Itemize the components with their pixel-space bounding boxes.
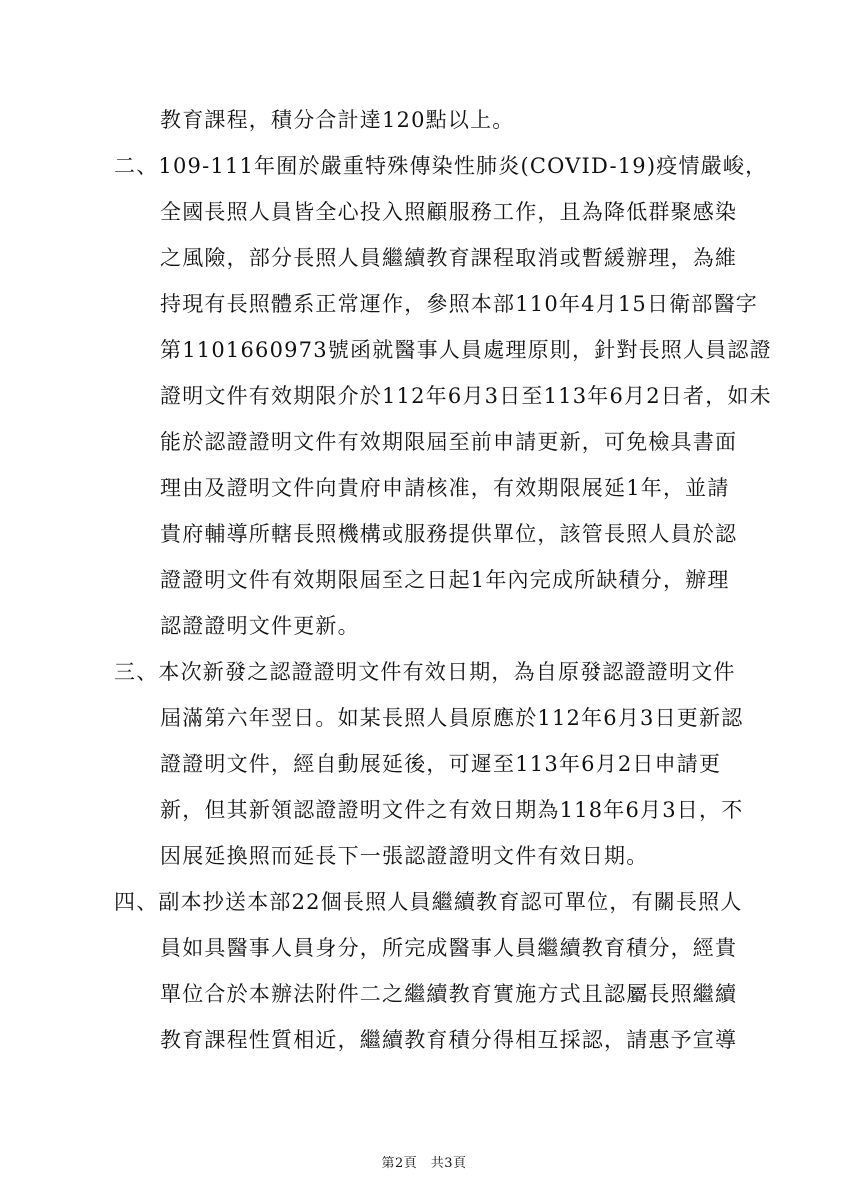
body-line-18: 四、副本抄送本部22個長照人員繼續教育認可單位，有關長照人: [114, 890, 743, 914]
page-number-footer: 第2頁 共3頁: [381, 1156, 467, 1171]
body-line-16: 新，但其新領認證證明文件之有效日期為118年6月3日，不: [160, 798, 744, 822]
body-line-17: 因展延換照而延長下一張認證證明文件有效日期。: [160, 844, 649, 868]
body-line-7: 證明文件有效期限介於112年6月3日至113年6月2日者，如未: [160, 384, 772, 408]
body-line-9: 理由及證明文件向貴府申請核准，有效期限展延1年，並請: [160, 476, 730, 500]
body-line-6: 第1101660973號函就醫事人員處理原則，針對長照人員認證: [160, 338, 772, 362]
body-line-3: 全國長照人員皆全心投入照顧服務工作，且為降低群聚感染: [160, 200, 738, 224]
body-line-10: 貴府輔導所轄長照機構或服務提供單位，該管長照人員於認: [160, 522, 738, 546]
body-line-4: 之風險，部分長照人員繼續教育課程取消或暫緩辦理，為維: [160, 246, 738, 270]
body-line-12: 認證證明文件更新。: [160, 614, 360, 638]
body-line-21: 教育課程性質相近，繼續教育積分得相互採認，請惠予宣導: [160, 1028, 738, 1052]
body-line-20: 單位合於本辦法附件二之繼續教育實施方式且認屬長照繼續: [160, 982, 738, 1006]
body-line-5: 持現有長照體系正常運作，參照本部110年4月15日衛部醫字: [160, 292, 758, 316]
body-line-19: 員如具醫事人員身分，所完成醫事人員繼續教育積分，經貴: [160, 936, 738, 960]
body-line-2: 二、109-111年囿於嚴重特殊傳染性肺炎(COVID-19)疫情嚴峻，: [114, 154, 768, 178]
body-line-1: 教育課程，積分合計達120點以上。: [160, 108, 515, 132]
body-line-14: 屆滿第六年翌日。如某長照人員原應於112年6月3日更新認: [160, 706, 744, 730]
body-line-13: 三、本次新發之認證證明文件有效日期，為自原發認證證明文件: [114, 660, 736, 684]
body-line-11: 證證明文件有效期限屆至之日起1年內完成所缺積分，辦理: [160, 568, 730, 592]
body-line-8: 能於認證證明文件有效期限屆至前申請更新，可免檢具書面: [160, 430, 738, 454]
body-line-15: 證證明文件，經自動展延後，可遲至113年6月2日申請更: [160, 752, 722, 776]
